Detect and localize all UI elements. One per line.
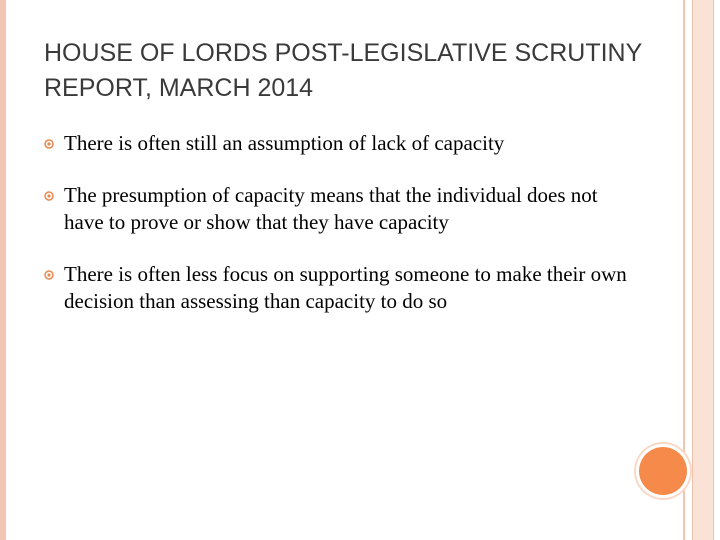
left-decorative-rail bbox=[0, 0, 6, 540]
bullet-text: There is often still an assumption of lack of capacity bbox=[64, 131, 505, 155]
slide-title: HOUSE OF LORDS POST-LEGISLATIVE SCRUTINY REPORT, MARCH 2014 bbox=[44, 39, 642, 102]
bullet-item bbox=[44, 261, 634, 315]
circle-bullet-icon bbox=[44, 270, 54, 280]
circle-bullet-icon bbox=[44, 191, 54, 201]
bullet-text: The presumption of capacity means that the individual does not have to prove or show that they have capacity bbox=[64, 183, 598, 234]
bullet-item bbox=[44, 182, 634, 236]
bullet-list bbox=[44, 130, 634, 315]
bullet-text: There is often less focus on supporting someone to make their own decision than assessing than capacity to do so bbox=[64, 262, 627, 313]
right-wide-rail bbox=[692, 0, 714, 540]
bullet-item bbox=[44, 130, 634, 157]
circle-bullet-icon bbox=[44, 139, 54, 149]
accent-circle-icon bbox=[639, 447, 687, 495]
